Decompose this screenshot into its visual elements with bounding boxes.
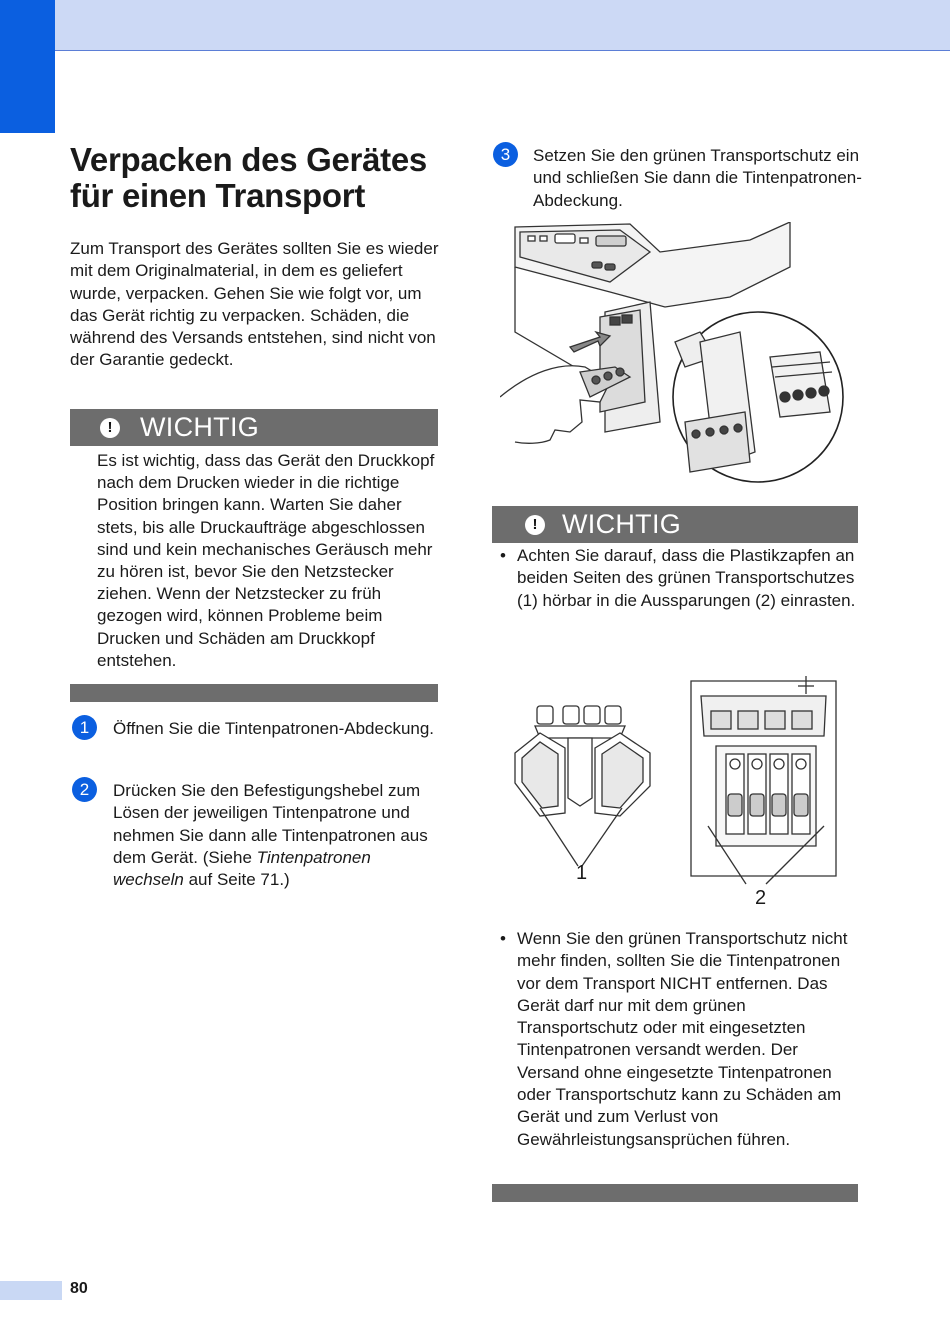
step-2-text: Drücken Sie den Befestigungshebel zum Lösen der jeweiligen Tintenpatrone und nehmen Sie dann alle Tintenpatronen aus dem Gerät. (Siehe Tintenpatronen wechseln auf Seite 71.): [113, 781, 428, 890]
intro-text: Zum Transport des Gerätes sollten Sie es wieder mit dem Originalmaterial, in dem es geliefert wurde, verpacken. Gehen Sie wie folgt vor, um das Gerät richtig zu verpacken. Schäden, die während des Versands entstehen, sind nicht von der Garantie gedeckt.: [70, 239, 439, 370]
step-1-marker: 1: [72, 715, 97, 740]
important-heading: WICHTIG: [140, 412, 260, 442]
step-3-marker: 3: [493, 142, 518, 167]
cartridge-slots-illustration: [686, 676, 842, 898]
important-bullet-2: Wenn Sie den grünen Transportschutz nicht mehr finden, sollten Sie die Tintenpatronen vor dem Transport NICHT entfernen. Das Gerät darf nur mit dem grünen Transportschutz oder mit eingesetzten Tintenpatronen versandt werden. Der Versand ohne eingesetzte Tintenpatronen oder Transportschutz kann zu Schäden am Gerät und zum Verlust von Gewährleistungsansprüchen führen.: [517, 929, 848, 1149]
step-2-marker: 2: [72, 777, 97, 802]
printer-transport-protector-illustration: [500, 222, 860, 497]
important-bullet-1: Achten Sie darauf, dass die Plastikzapfen an beiden Seiten des grünen Transportschutzes (1) hörbar in die Aussparungen (2) einrasten.: [517, 546, 856, 610]
important-footer-bar-2: [492, 1184, 858, 1202]
exclamation-icon: !: [525, 515, 545, 535]
page-title: Verpacken des Gerätes für einen Transport: [70, 141, 427, 214]
page-number: 80: [70, 1280, 88, 1297]
important-heading-2: WICHTIG: [562, 509, 682, 539]
exclamation-icon: !: [100, 418, 120, 438]
transport-protector-illustration: [510, 698, 660, 888]
figure-label-2: 2: [755, 887, 767, 909]
step-3-text: Setzen Sie den grünen Transportschutz ein und schließen Sie dann die Tintenpatronen-Abdeckung.: [533, 146, 862, 210]
important-footer-bar: [70, 684, 438, 702]
bullet-marker: •: [500, 546, 506, 565]
important-text: Es ist wichtig, dass das Gerät den Druckkopf nach dem Drucken wieder in die richtige Position bringen kann. Warten Sie daher stets, bis alle Druckaufträge abgeschlossen sind und kein mechanisches Geräusch mehr zu hören ist, bevor Sie den Netzstecker ziehen. Wenn der Netzstecker zu früh gezogen wird, können Probleme beim Drucken und Schäden am Druckkopf entstehen.: [97, 451, 435, 670]
step-1-text: Öffnen Sie die Tintenpatronen-Abdeckung.: [113, 719, 435, 738]
important-header: [70, 409, 438, 446]
chapter-tab: [0, 0, 55, 133]
header-band: [0, 0, 950, 51]
important-header-2: [492, 506, 858, 543]
page-reference: Tintenpatronen wechseln: [113, 847, 371, 890]
figure-label-1: 1: [576, 862, 588, 884]
page-number-bar: [0, 1281, 62, 1300]
bullet-marker: •: [500, 929, 506, 948]
